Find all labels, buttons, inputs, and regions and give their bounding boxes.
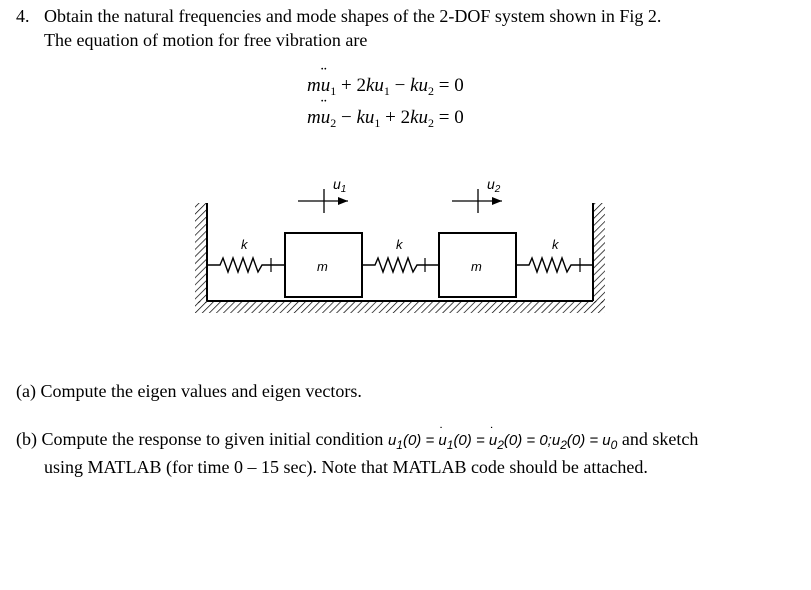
problem-line-1: Obtain the natural frequencies and mode shapes of the 2-DOF system shown in Fig 2. — [44, 6, 662, 26]
spring-mass-figure — [180, 165, 620, 335]
spring-3 — [516, 258, 593, 272]
left-wall-hatch — [195, 203, 207, 303]
part-a: (a) Compute the eigen values and eigen vectors. — [16, 381, 362, 401]
spring-label-3: k — [552, 237, 559, 252]
floor-hatch — [195, 301, 605, 313]
spring-2 — [362, 258, 439, 272]
disp-label-2: $u_2$ — [487, 176, 501, 195]
mass-label-2: m — [471, 259, 482, 274]
equation-2: m¨ $u_2 - ku_1 + 2ku_2 = 0$ — [307, 107, 464, 129]
disp-label-1: $u_1$ — [333, 176, 347, 195]
spring-1 — [207, 258, 285, 272]
part-b-line-2: using MATLAB (for time 0 – 15 sec). Note that MATLAB code should be attached. — [44, 457, 648, 477]
figure-drawing — [180, 165, 620, 335]
mass-label-1: m — [317, 259, 328, 274]
part-b-line-1: (b) Compute the response to given initial condition $u_1(0)$ = ˙ $u_1(0)$ = ˙ $u_2(0)$ = $0;u_2(0) = u_0$ and sketch — [16, 427, 698, 453]
equation-1: m¨ $u_1 + 2ku_1 - ku_2 = 0$ — [307, 75, 464, 97]
spring-label-2: k — [396, 237, 403, 252]
initial-condition: $u_1(0)$ = ˙ $u_1(0)$ = ˙ $u_2(0)$ = $0;u_2(0) = u_0$ — [388, 432, 617, 449]
spring-label-1: k — [241, 237, 248, 252]
right-wall-hatch — [593, 203, 605, 303]
problem-number: 4. — [16, 6, 30, 26]
problem-line-2: The equation of motion for free vibration are — [44, 30, 368, 50]
